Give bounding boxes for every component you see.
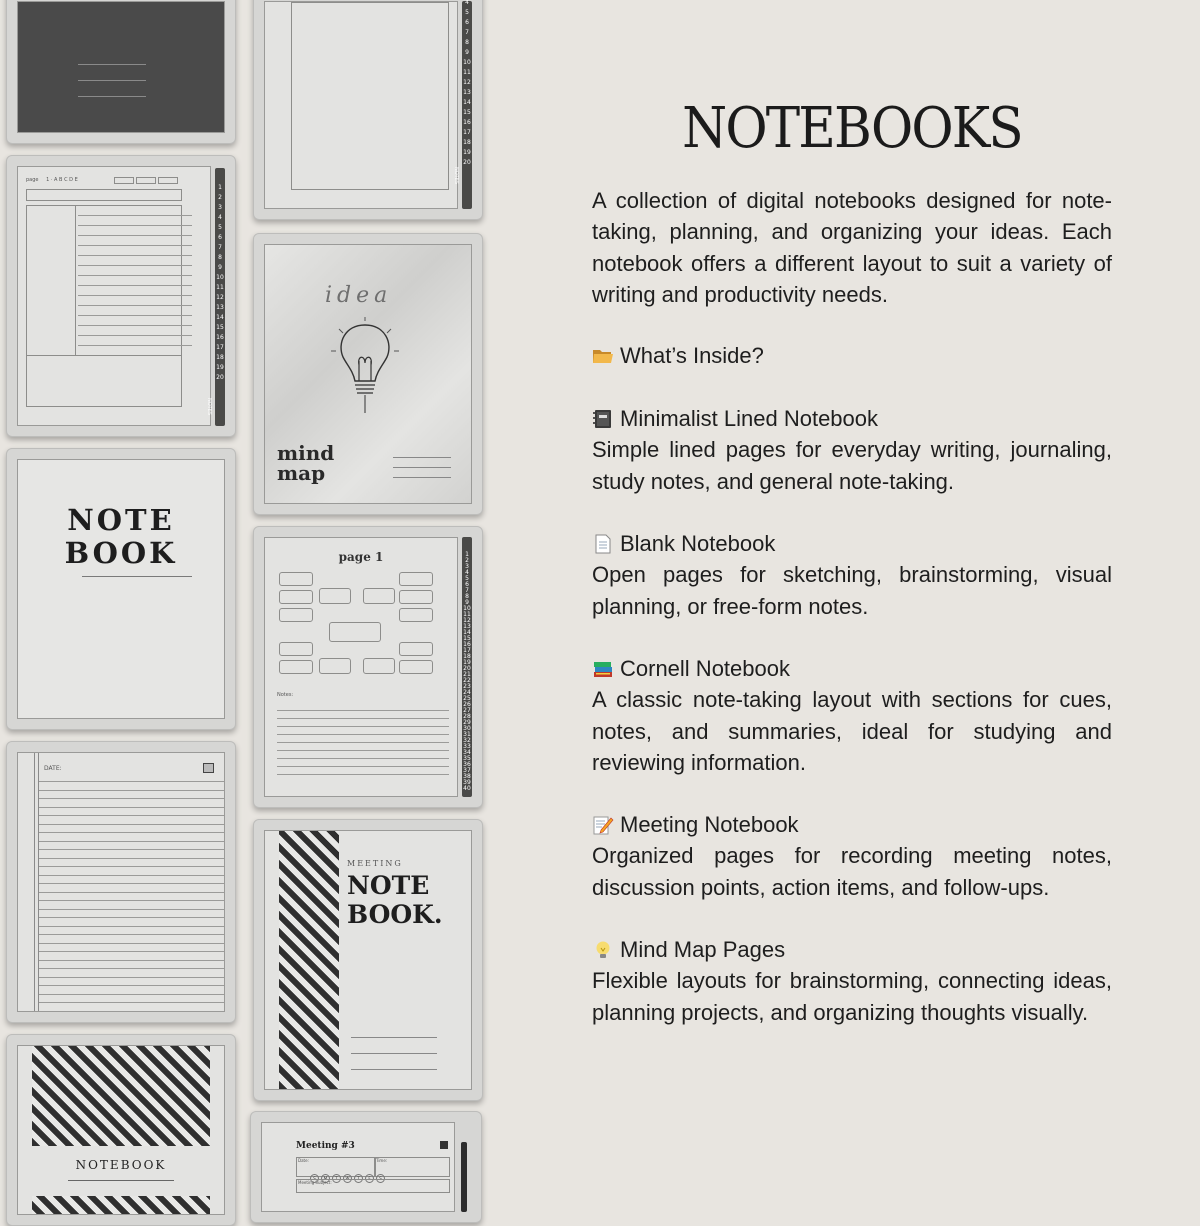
page-number[interactable]: 36 bbox=[463, 761, 471, 768]
page-number[interactable]: 17 bbox=[463, 647, 471, 654]
page-number[interactable]: 13 bbox=[216, 304, 224, 311]
page-number[interactable]: 14 bbox=[216, 314, 224, 321]
section-1 bbox=[592, 528, 1112, 622]
blank-sidebar bbox=[462, 1, 472, 209]
page-number[interactable]: 10 bbox=[216, 274, 224, 281]
section-2 bbox=[592, 653, 1112, 778]
page-number[interactable]: 5 bbox=[218, 224, 222, 231]
lightbulb-icon bbox=[325, 315, 405, 415]
page-number[interactable]: 6 bbox=[465, 19, 469, 26]
preview-mind-map-cover bbox=[253, 233, 483, 515]
cornell-pages: 1 · A B C D E bbox=[46, 177, 78, 183]
page-number[interactable]: 26 bbox=[463, 701, 471, 708]
page-number[interactable]: 12 bbox=[216, 294, 224, 301]
pattern-block bbox=[32, 1046, 210, 1146]
page-number[interactable]: 24 bbox=[463, 689, 471, 696]
page-number[interactable]: 17 bbox=[216, 344, 224, 351]
page-number[interactable]: 20 bbox=[463, 159, 471, 166]
meeting3-time: Time: bbox=[376, 1158, 388, 1163]
page-number[interactable]: 22 bbox=[463, 677, 471, 684]
page-number[interactable]: 32 bbox=[463, 737, 471, 744]
page-number[interactable]: 16 bbox=[216, 334, 224, 341]
page-icon bbox=[592, 531, 620, 556]
section-description: Flexible layouts for brainstorming, connecting ideas, planning projects, and organizing thoughts visually. bbox=[592, 968, 1112, 1025]
page-number[interactable]: 7 bbox=[218, 244, 222, 251]
meeting3-title: Meeting #3 bbox=[296, 1141, 355, 1151]
meeting-page-screen bbox=[261, 1122, 455, 1212]
meeting-small: MEETING bbox=[347, 859, 403, 868]
notebook-cover-line1: NOTE bbox=[67, 503, 175, 537]
page-title: NOTEBOOKS bbox=[682, 96, 1022, 161]
page-number[interactable]: 29 bbox=[463, 719, 471, 726]
weekday-circle[interactable]: T bbox=[332, 1174, 341, 1183]
page-number[interactable]: 39 bbox=[463, 779, 471, 786]
page-number[interactable]: 10 bbox=[463, 605, 471, 612]
page-number[interactable]: 4 bbox=[218, 214, 222, 221]
page-number[interactable]: 17 bbox=[463, 129, 471, 136]
lightbulb-icon bbox=[592, 937, 620, 962]
section-title: Blank Notebook bbox=[592, 528, 1112, 559]
page-number[interactable]: 1 bbox=[218, 184, 222, 191]
page-number[interactable]: 1 bbox=[465, 551, 469, 558]
page-number[interactable]: 20 bbox=[216, 374, 224, 381]
section-3 bbox=[592, 809, 1112, 903]
whats-inside-heading: What’s Inside? bbox=[592, 340, 1112, 371]
page-number[interactable]: 18 bbox=[463, 653, 471, 660]
page-number[interactable]: 15 bbox=[216, 324, 224, 331]
page-number[interactable]: 15 bbox=[463, 635, 471, 642]
section-title: Meeting Notebook bbox=[592, 809, 1112, 840]
page-number[interactable]: 5 bbox=[465, 9, 469, 16]
preview-notebook-cover bbox=[6, 448, 236, 730]
dark-cover-screen bbox=[17, 1, 225, 133]
page-number[interactable]: 18 bbox=[463, 139, 471, 146]
page-number[interactable]: 16 bbox=[463, 641, 471, 648]
page-number[interactable]: 12 bbox=[463, 617, 471, 624]
page-number[interactable]: 9 bbox=[218, 264, 222, 271]
page-number[interactable]: 13 bbox=[463, 623, 471, 630]
page-number[interactable]: 25 bbox=[463, 695, 471, 702]
page-number[interactable]: 11 bbox=[463, 69, 471, 76]
weekday-circle[interactable]: F bbox=[365, 1174, 374, 1183]
page-number[interactable]: 11 bbox=[216, 284, 224, 291]
section-title: Minimalist Lined Notebook bbox=[592, 403, 1112, 434]
page-number[interactable]: 14 bbox=[463, 629, 471, 636]
pattern-cover-label: NOTEBOOK bbox=[75, 1158, 167, 1172]
preview-pattern-cover bbox=[6, 1034, 236, 1226]
section-0 bbox=[592, 403, 1112, 497]
notebook-icon bbox=[592, 406, 620, 431]
page1-sidebar bbox=[462, 537, 472, 797]
blank-sidebar-label: NOTES bbox=[452, 167, 459, 185]
weekday-circle[interactable]: S bbox=[376, 1174, 385, 1183]
page-number[interactable]: 13 bbox=[463, 89, 471, 96]
page-number[interactable]: 3 bbox=[465, 563, 469, 570]
meeting-line2: BOOK. bbox=[347, 900, 443, 929]
meeting-page-sidebar bbox=[461, 1142, 467, 1212]
notebook-cover-line2: BOOK bbox=[64, 536, 178, 570]
page-number[interactable]: 20 bbox=[463, 665, 471, 672]
page1-notes: Notes: bbox=[277, 692, 294, 698]
meeting-pattern bbox=[279, 831, 339, 1089]
page-number[interactable]: 31 bbox=[463, 731, 471, 738]
cornell-sidebar-label: NOTES bbox=[205, 398, 212, 416]
page-number[interactable]: 3 bbox=[218, 204, 222, 211]
page-number[interactable]: 30 bbox=[463, 725, 471, 732]
mind-map-word: idea bbox=[325, 283, 393, 308]
pattern-cover-screen bbox=[17, 1045, 225, 1215]
memo-icon bbox=[592, 812, 620, 837]
meeting-line1: NOTE bbox=[347, 871, 430, 900]
preview-blank-page bbox=[253, 0, 483, 220]
home-icon bbox=[440, 1141, 448, 1149]
page-number[interactable]: 10 bbox=[463, 59, 471, 66]
preview-meeting-page bbox=[250, 1111, 482, 1223]
notebook-cover-screen bbox=[17, 459, 225, 719]
page-number[interactable]: 38 bbox=[463, 773, 471, 780]
page-number[interactable]: 28 bbox=[463, 713, 471, 720]
page-number[interactable]: 9 bbox=[465, 49, 469, 56]
cornell-sidebar bbox=[215, 168, 225, 426]
intro-text: A collection of digital notebooks designed for note-taking, planning, and organizing your ideas. Each notebook offers a different layout to suit a variety of writing and productivity needs. bbox=[592, 188, 1112, 307]
edit-icon bbox=[203, 763, 214, 773]
weekday-circle[interactable]: T bbox=[354, 1174, 363, 1183]
section-title: Cornell Notebook bbox=[592, 653, 1112, 684]
weekday-circle[interactable]: S bbox=[310, 1174, 319, 1183]
preview-dark-cover bbox=[6, 0, 236, 144]
page-number[interactable]: 8 bbox=[465, 593, 469, 600]
page-number[interactable]: 11 bbox=[463, 611, 471, 618]
page-number[interactable]: 4 bbox=[465, 0, 469, 6]
page-number[interactable]: 8 bbox=[218, 254, 222, 261]
page-number[interactable]: 4 bbox=[465, 569, 469, 576]
blank-screen bbox=[264, 1, 458, 209]
page-number[interactable]: 7 bbox=[465, 29, 469, 36]
page-number[interactable]: 6 bbox=[465, 581, 469, 588]
page-number[interactable]: 5 bbox=[465, 575, 469, 582]
weekday-circle[interactable]: W bbox=[343, 1174, 352, 1183]
section-description: Simple lined pages for everyday writing, journaling, study notes, and general note-taking. bbox=[592, 437, 1112, 494]
page-number[interactable]: 2 bbox=[465, 557, 469, 564]
lined-screen bbox=[17, 752, 225, 1012]
books-icon bbox=[592, 656, 620, 681]
page-number[interactable]: 37 bbox=[463, 767, 471, 774]
page-number[interactable]: 19 bbox=[216, 364, 224, 371]
page-number[interactable]: 40 bbox=[463, 785, 471, 792]
section-title: Mind Map Pages bbox=[592, 934, 1112, 965]
page-number[interactable]: 8 bbox=[465, 39, 469, 46]
page-number[interactable]: 19 bbox=[463, 149, 471, 156]
cornell-screen bbox=[17, 166, 211, 426]
meeting3-subject: Meeting Subject: bbox=[298, 1180, 332, 1185]
page-number[interactable]: 12 bbox=[463, 79, 471, 86]
folder-icon bbox=[592, 346, 614, 366]
page-number[interactable]: 6 bbox=[218, 234, 222, 241]
cornell-header: page bbox=[26, 177, 39, 183]
preview-cornell-page bbox=[6, 155, 236, 437]
mind-map-page-screen bbox=[264, 537, 458, 797]
page-number[interactable]: 23 bbox=[463, 683, 471, 690]
mind-map-screen bbox=[264, 244, 472, 504]
section-description: Organized pages for recording meeting notes, discussion points, action items, and follow-ups. bbox=[592, 843, 1112, 900]
section-description: Open pages for sketching, brainstorming, visual planning, or free-form notes. bbox=[592, 562, 1112, 619]
page-number[interactable]: 16 bbox=[463, 119, 471, 126]
mind-map-line1: mind bbox=[277, 441, 335, 465]
page-number[interactable]: 21 bbox=[463, 671, 471, 678]
section-4 bbox=[592, 934, 1112, 1028]
page-number[interactable]: 34 bbox=[463, 749, 471, 756]
page-number[interactable]: 7 bbox=[465, 587, 469, 594]
page-number[interactable]: 9 bbox=[465, 599, 469, 606]
section-description: A classic note-taking layout with sections for cues, notes, and summaries, ideal for studying and reviewing information. bbox=[592, 687, 1112, 775]
preview-meeting-cover bbox=[253, 819, 483, 1101]
page-number[interactable]: 35 bbox=[463, 755, 471, 762]
page-number[interactable]: 15 bbox=[463, 109, 471, 116]
page-number[interactable]: 27 bbox=[463, 707, 471, 714]
weekday-circle[interactable]: M bbox=[321, 1174, 330, 1183]
page-number[interactable]: 18 bbox=[216, 354, 224, 361]
preview-mind-map-page bbox=[253, 526, 483, 808]
preview-lined-page bbox=[6, 741, 236, 1023]
page-number[interactable]: 19 bbox=[463, 659, 471, 666]
page1-title: page 1 bbox=[338, 550, 384, 564]
lined-date: DATE: bbox=[44, 765, 62, 772]
meeting-cover-screen bbox=[264, 830, 472, 1090]
mind-map-line2: map bbox=[277, 461, 326, 485]
page-number[interactable]: 2 bbox=[218, 194, 222, 201]
page-number[interactable]: 33 bbox=[463, 743, 471, 750]
meeting3-date: Date: bbox=[298, 1158, 309, 1163]
page-number[interactable]: 14 bbox=[463, 99, 471, 106]
